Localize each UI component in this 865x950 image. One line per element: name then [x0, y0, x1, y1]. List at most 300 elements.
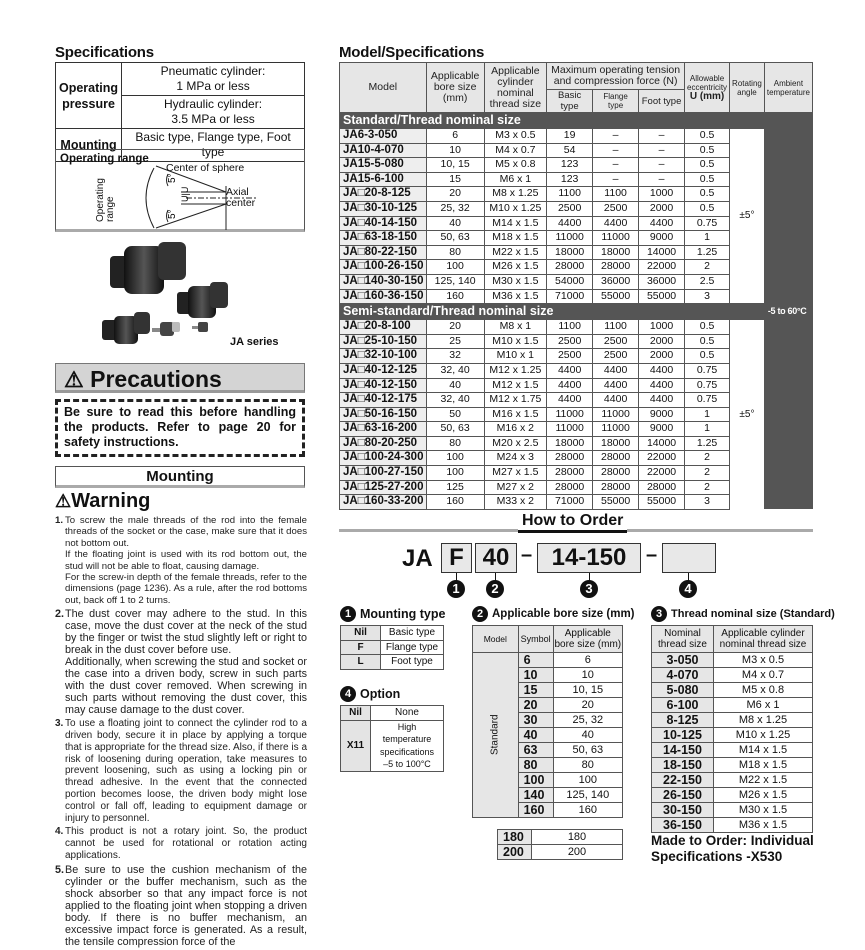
value-cell: 9000: [639, 407, 685, 422]
marker-3-icon: 3: [580, 580, 598, 598]
thread-symbol: 36-150: [652, 818, 714, 833]
thread-symbol: 30-150: [652, 803, 714, 818]
section-band: [340, 304, 813, 320]
table-row: [652, 743, 813, 758]
value-cell: 1.25: [685, 245, 730, 260]
value-cell: –: [639, 143, 685, 158]
marker-3-icon: 3: [651, 606, 667, 622]
value-cell: 14000: [639, 436, 685, 451]
model-specifications-table: [339, 62, 813, 510]
value-cell: 6: [426, 129, 484, 144]
warning-item-5: 5. Be sure to use the cushion mechanism of the cylinder or the buffer mechanism, such as the shock absorber so that any impact force is not applied to the floating joint when stopping a driven body. If there is no buffer mechanism, an excessive impact force is generated. As a result, the tensile compression force of the: [55, 863, 307, 948]
table-row: [652, 668, 813, 683]
value-cell: 28000: [593, 260, 639, 275]
value-cell: 125, 140: [426, 274, 484, 289]
model-cell: JA□30-10-125: [340, 201, 427, 216]
value-cell: 123: [547, 172, 593, 187]
value-cell: M14 x 1.5: [484, 216, 547, 231]
value-cell: 160: [426, 289, 484, 304]
value-cell: 4400: [547, 363, 593, 378]
bore-symbol: 6: [518, 653, 553, 668]
value-cell: 2000: [639, 201, 685, 216]
bore-symbol: 180: [498, 830, 532, 845]
value-cell: 28000: [547, 480, 593, 495]
list-item: [341, 655, 444, 670]
value-cell: 4400: [593, 216, 639, 231]
bore-symbol: 10: [518, 668, 553, 683]
bore-value: 10, 15: [553, 683, 622, 698]
value-cell: 28000: [639, 480, 685, 495]
thread-symbol: 18-150: [652, 758, 714, 773]
value-cell: 22000: [639, 466, 685, 481]
mounting-key: F: [341, 640, 381, 655]
bore-header-symbol: Symbol: [518, 626, 553, 653]
value-cell: –: [593, 129, 639, 144]
value-cell: 55000: [593, 495, 639, 510]
dash-1: –: [521, 544, 533, 566]
option-value-nil: None: [371, 706, 444, 721]
value-cell: 32: [426, 349, 484, 364]
model-cell: JA□20-8-100: [340, 320, 427, 335]
value-cell: 0.5: [685, 187, 730, 202]
value-cell: 11000: [547, 407, 593, 422]
header-ambient-temperature: Ambient temperature: [764, 63, 812, 113]
mounting-key: Nil: [341, 626, 381, 641]
operating-range-side-label: Operating range: [95, 178, 116, 222]
value-cell: 2.5: [685, 274, 730, 289]
value-cell: 0.5: [685, 334, 730, 349]
operating-range-title: Operating range: [60, 153, 149, 165]
value-cell: M36 x 1.5: [484, 289, 547, 304]
header-bore: Applicable bore size (mm): [426, 63, 484, 113]
warning-heading: ⚠Warning: [55, 490, 151, 512]
model-specifications-title: Model/Specifications: [339, 44, 485, 61]
value-cell: 55000: [593, 289, 639, 304]
value-cell: 1: [685, 422, 730, 437]
thread-header-applicable: Applicable cylinder nominal thread size: [714, 626, 813, 653]
value-cell: 1100: [547, 320, 593, 335]
model-cell: JA□63-18-150: [340, 231, 427, 246]
value-cell: –: [593, 143, 639, 158]
option-table: [340, 705, 444, 772]
value-cell: 32, 40: [426, 363, 484, 378]
table-row: [473, 653, 623, 668]
warning-item-4: 4. This product is not a rotary joint. So, the product cannot be used for rotational or rotation acting applications.: [55, 826, 307, 862]
option-heading: 4 Option: [340, 686, 400, 702]
value-cell: –: [639, 172, 685, 187]
value-cell: M18 x 1.5: [484, 231, 547, 246]
value-cell: 2: [685, 466, 730, 481]
value-cell: 11000: [593, 422, 639, 437]
thread-symbol: 10-125: [652, 728, 714, 743]
bore-symbol: 20: [518, 698, 553, 713]
model-cell: JA□20-8-125: [340, 187, 427, 202]
value-cell: M6 x 1: [484, 172, 547, 187]
bore-group-label: Standard: [473, 653, 519, 818]
value-cell: M12 x 1.25: [484, 363, 547, 378]
header-force: Maximum operating tension and compression force (N): [547, 63, 685, 90]
value-cell: 32, 40: [426, 393, 484, 408]
value-cell: 11000: [547, 231, 593, 246]
value-cell: M12 x 1.75: [484, 393, 547, 408]
section-band: [340, 113, 813, 129]
value-cell: M8 x 1: [484, 320, 547, 335]
thread-value: M5 x 0.8: [714, 683, 813, 698]
precautions-title: Precautions: [90, 366, 222, 392]
thread-size-heading: 3 Thread nominal size (Standard): [651, 606, 835, 622]
bore-symbol: 160: [518, 803, 553, 818]
value-cell: M12 x 1.5: [484, 378, 547, 393]
bore-value: 6: [553, 653, 622, 668]
header-flange-type: Flange type: [593, 90, 639, 113]
value-cell: 19: [547, 129, 593, 144]
bore-symbol: 15: [518, 683, 553, 698]
bore-value: 20: [553, 698, 622, 713]
table-row: [340, 129, 813, 144]
model-cell: JA□140-30-150: [340, 274, 427, 289]
model-cell: JA□32-10-100: [340, 349, 427, 364]
table-row: [652, 683, 813, 698]
value-cell: 50: [426, 407, 484, 422]
value-cell: 2500: [547, 349, 593, 364]
value-cell: 28000: [593, 480, 639, 495]
warning-item-2: 2. The dust cover may adhere to the stud. In this case, move the dust cover at the neck of the stud by the finger or twist the stud slightly left or right to break in the dust cover before use. Additionally, when screwing the stud and socket or the case into a driven body, screw in such parts with the dust cover removed. When screwing in such parts without removing the dust cover, this may cause damage to the dust cover.: [55, 608, 307, 717]
value-cell: M33 x 2: [484, 495, 547, 510]
model-cell: JA□80-20-250: [340, 436, 427, 451]
value-cell: 125: [426, 480, 484, 495]
value-cell: 0.5: [685, 158, 730, 173]
model-cell: JA□63-16-200: [340, 422, 427, 437]
table-row: [652, 803, 813, 818]
bore-value: 40: [553, 728, 622, 743]
value-cell: 1100: [593, 320, 639, 335]
value-cell: 3: [685, 289, 730, 304]
model-cell: JA□160-36-150: [340, 289, 427, 304]
model-cell: JA□100-26-150: [340, 260, 427, 275]
value-cell: 2500: [547, 201, 593, 216]
mounting-value: Flange type: [381, 640, 444, 655]
value-cell: M27 x 2: [484, 480, 547, 495]
value-cell: 25: [426, 334, 484, 349]
value-cell: 4400: [639, 393, 685, 408]
bore-symbol: 200: [498, 845, 532, 860]
bore-header-size: Applicable bore size (mm): [553, 626, 622, 653]
value-cell: 40: [426, 378, 484, 393]
value-cell: M4 x 0.7: [484, 143, 547, 158]
value-cell: 20: [426, 320, 484, 335]
model-cell: JA□50-16-150: [340, 407, 427, 422]
model-cell: JA□40-12-150: [340, 378, 427, 393]
bore-size-table: [472, 625, 623, 818]
value-cell: M27 x 1.5: [484, 466, 547, 481]
value-cell: 4400: [547, 378, 593, 393]
table-row: [652, 728, 813, 743]
thread-value: M18 x 1.5: [714, 758, 813, 773]
value-cell: M22 x 1.5: [484, 245, 547, 260]
table-row: [498, 845, 623, 860]
list-item: [341, 640, 444, 655]
code-bore-size[interactable]: 40: [475, 543, 517, 573]
rotating-angle-value: ±5°: [730, 320, 765, 510]
value-cell: 36000: [593, 274, 639, 289]
value-cell: M10 x 1.5: [484, 334, 547, 349]
svg-text:5°: 5°: [167, 209, 178, 219]
table-row: [340, 320, 813, 335]
value-cell: 28000: [593, 466, 639, 481]
value-cell: 3: [685, 495, 730, 510]
bore-value: 200: [532, 845, 623, 860]
model-cell: JA□40-12-125: [340, 363, 427, 378]
value-cell: 2: [685, 451, 730, 466]
mounting-header: Mounting: [55, 466, 305, 488]
mounting-value: Basic type: [381, 626, 444, 641]
value-cell: 1000: [639, 320, 685, 335]
section-band-label: Standard/Thread nominal size: [340, 113, 765, 129]
thread-symbol: 3-050: [652, 653, 714, 668]
thread-value: M26 x 1.5: [714, 788, 813, 803]
value-cell: 4400: [639, 378, 685, 393]
value-cell: 123: [547, 158, 593, 173]
model-cell: JA□100-27-150: [340, 466, 427, 481]
table-row: [652, 758, 813, 773]
thread-value: M10 x 1.25: [714, 728, 813, 743]
header-rotating-angle: Rotating angle: [730, 63, 765, 113]
thread-symbol: 14-150: [652, 743, 714, 758]
value-cell: 22000: [639, 451, 685, 466]
warning-list: [55, 515, 307, 950]
code-mounting-type[interactable]: F: [441, 543, 472, 573]
header-model: Model: [340, 63, 427, 113]
value-cell: 4400: [547, 393, 593, 408]
model-cell: JA□40-12-175: [340, 393, 427, 408]
marker-1-icon: 1: [447, 580, 465, 598]
table-row: [498, 830, 623, 845]
value-cell: 28000: [593, 451, 639, 466]
order-prefix: JA: [402, 545, 433, 572]
table-row: [652, 818, 813, 833]
value-cell: 100: [426, 451, 484, 466]
option-key-nil: Nil: [341, 706, 371, 721]
thread-value: M3 x 0.5: [714, 653, 813, 668]
value-cell: 160: [426, 495, 484, 510]
value-cell: 0.5: [685, 320, 730, 335]
bore-value: 50, 63: [553, 743, 622, 758]
value-cell: 2500: [593, 334, 639, 349]
thread-header-nominal: Nominal thread size: [652, 626, 714, 653]
value-cell: 18000: [593, 436, 639, 451]
warning-triangle-icon: ⚠: [64, 367, 84, 392]
value-cell: –: [593, 158, 639, 173]
value-cell: 54: [547, 143, 593, 158]
bore-value: 125, 140: [553, 788, 622, 803]
marker-4-icon: 4: [340, 686, 356, 702]
thread-symbol: 22-150: [652, 773, 714, 788]
value-cell: 20: [426, 187, 484, 202]
thread-size-table: [651, 625, 813, 833]
value-cell: 18000: [593, 245, 639, 260]
specifications-title: Specifications: [55, 44, 154, 61]
thread-value: M22 x 1.5: [714, 773, 813, 788]
bore-value: 25, 32: [553, 713, 622, 728]
operating-pressure-label: Operating pressure: [56, 63, 122, 129]
value-cell: 11000: [593, 231, 639, 246]
bore-value: 180: [532, 830, 623, 845]
bore-value: 160: [553, 803, 622, 818]
thread-value: M4 x 0.7: [714, 668, 813, 683]
mounting-value: Foot type: [381, 655, 444, 670]
value-cell: M20 x 2.5: [484, 436, 547, 451]
value-cell: 18000: [547, 245, 593, 260]
value-cell: 71000: [547, 495, 593, 510]
bore-symbol: 100: [518, 773, 553, 788]
bore-value: 100: [553, 773, 622, 788]
value-cell: 28000: [547, 260, 593, 275]
product-caption: JA series: [230, 336, 279, 348]
specifications-table: [55, 62, 305, 162]
value-cell: 25, 32: [426, 201, 484, 216]
section-band-label: Semi-standard/Thread nominal size: [340, 304, 765, 320]
bore-value: 80: [553, 758, 622, 773]
thread-value: M30 x 1.5: [714, 803, 813, 818]
value-cell: 2: [685, 480, 730, 495]
value-cell: 11000: [593, 407, 639, 422]
value-cell: 2: [685, 260, 730, 275]
marker-2-icon: 2: [472, 606, 488, 622]
table-row: [652, 698, 813, 713]
value-cell: 2500: [593, 349, 639, 364]
value-cell: 0.5: [685, 143, 730, 158]
mounting-type-heading: 1 Mounting type: [340, 606, 445, 622]
rotating-angle-value: ±5°: [730, 129, 765, 304]
value-cell: 100: [426, 260, 484, 275]
value-cell: 2000: [639, 349, 685, 364]
bore-size-extra-table: [497, 829, 623, 860]
marker-1-icon: 1: [340, 606, 356, 622]
thread-symbol: 8-125: [652, 713, 714, 728]
thread-value: M6 x 1: [714, 698, 813, 713]
mounting-label: Mounting: [56, 129, 122, 162]
thread-symbol: 5-080: [652, 683, 714, 698]
value-cell: 1.25: [685, 436, 730, 451]
thread-value: M14 x 1.5: [714, 743, 813, 758]
value-cell: 50, 63: [426, 231, 484, 246]
value-cell: 0.75: [685, 393, 730, 408]
value-cell: 14000: [639, 245, 685, 260]
value-cell: 71000: [547, 289, 593, 304]
bore-size-heading: 2 Applicable bore size (mm): [472, 606, 635, 622]
warning-item-3: 3. To use a floating joint to connect the cylinder rod to a driven body, secure it in place by applying a torque that is appropriate for the thread size. Also, if there is a risk of loosening during operation, take measures to prevent loosening, such as using a locking pin or thread adhesive. In the event that the connected portion becomes loose, the driven body might lose control or fall off, leading to equipment damage or injury to personnel.: [55, 718, 307, 824]
marker-2-icon: 2: [486, 580, 504, 598]
how-to-order-title-wrap: [518, 512, 627, 533]
svg-text:5°: 5°: [167, 173, 178, 183]
value-cell: 4400: [639, 216, 685, 231]
value-cell: 0.75: [685, 378, 730, 393]
product-photo: [80, 238, 240, 346]
table-row: [652, 653, 813, 668]
value-cell: 22000: [639, 260, 685, 275]
operating-range-box: [55, 149, 305, 232]
value-cell: 0.75: [685, 363, 730, 378]
value-cell: 1: [685, 231, 730, 246]
header-thread: Applicable cylinder nominal thread size: [484, 63, 547, 113]
value-cell: 0.5: [685, 172, 730, 187]
value-cell: 4400: [547, 216, 593, 231]
model-cell: JA10-4-070: [340, 143, 427, 158]
model-table-body: [340, 113, 813, 510]
mounting-key: L: [341, 655, 381, 670]
marker-4-icon: 4: [679, 580, 697, 598]
thread-symbol: 26-150: [652, 788, 714, 803]
value-cell: –: [639, 158, 685, 173]
header-eccentricity: Allowable eccentricity U (mm): [685, 63, 730, 113]
value-cell: 1000: [639, 187, 685, 202]
value-cell: 40: [426, 216, 484, 231]
pneumatic-spec: Pneumatic cylinder: 1 MPa or less: [122, 63, 305, 96]
mounting-value: Basic type, Flange type, Foot type: [122, 129, 305, 162]
center-of-sphere-label: Center of sphere: [166, 162, 245, 174]
value-cell: 100: [426, 466, 484, 481]
bore-symbol: 40: [518, 728, 553, 743]
bore-symbol: 63: [518, 743, 553, 758]
value-cell: –: [593, 172, 639, 187]
code-thread-size[interactable]: 14-150: [537, 543, 641, 573]
value-cell: M8 x 1.25: [484, 187, 547, 202]
value-cell: 28000: [547, 466, 593, 481]
list-item: [341, 626, 444, 641]
model-cell: JA6-3-050: [340, 129, 427, 144]
bore-header-model: Model: [473, 626, 519, 653]
table-row: [652, 713, 813, 728]
value-cell: 4400: [593, 378, 639, 393]
model-cell: JA15-5-080: [340, 158, 427, 173]
model-cell: JA□160-33-200: [340, 495, 427, 510]
hydraulic-spec: Hydraulic cylinder: 3.5 MPa or less: [122, 96, 305, 129]
model-cell: JA□25-10-150: [340, 334, 427, 349]
value-cell: 9000: [639, 231, 685, 246]
axial-center-label: Axial center: [226, 186, 256, 209]
value-cell: 0.75: [685, 216, 730, 231]
thread-value: M8 x 1.25: [714, 713, 813, 728]
how-to-order-title: How to Order: [522, 512, 624, 529]
model-cell: JA□125-27-200: [340, 480, 427, 495]
value-cell: 9000: [639, 422, 685, 437]
value-cell: 0.5: [685, 349, 730, 364]
value-cell: 80: [426, 245, 484, 260]
bore-symbol: 80: [518, 758, 553, 773]
code-option[interactable]: [662, 543, 716, 573]
table-row: [652, 788, 813, 803]
value-cell: 4400: [639, 363, 685, 378]
value-cell: 2500: [593, 201, 639, 216]
made-to-order-note: Made to Order: Individual Specifications -X530: [651, 833, 814, 864]
value-cell: 2500: [547, 334, 593, 349]
value-cell: M16 x 1.5: [484, 407, 547, 422]
thread-symbol: 4-070: [652, 668, 714, 683]
value-cell: 80: [426, 436, 484, 451]
value-cell: M3 x 0.5: [484, 129, 547, 144]
ambient-temperature-value: -5 to 60°C: [764, 113, 812, 510]
precautions-header: [55, 363, 305, 393]
value-cell: 36000: [639, 274, 685, 289]
table-row: [652, 773, 813, 788]
value-cell: 55000: [639, 289, 685, 304]
header-foot-type: Foot type: [639, 90, 685, 113]
safety-notice: Be sure to read this before handling the products. Refer to page 20 for safety instructions.: [55, 399, 305, 457]
dash-2: –: [646, 544, 658, 566]
value-cell: 10: [426, 143, 484, 158]
svg-text:U|U: U|U: [180, 186, 190, 202]
header-basic-type: Basic type: [547, 90, 593, 113]
